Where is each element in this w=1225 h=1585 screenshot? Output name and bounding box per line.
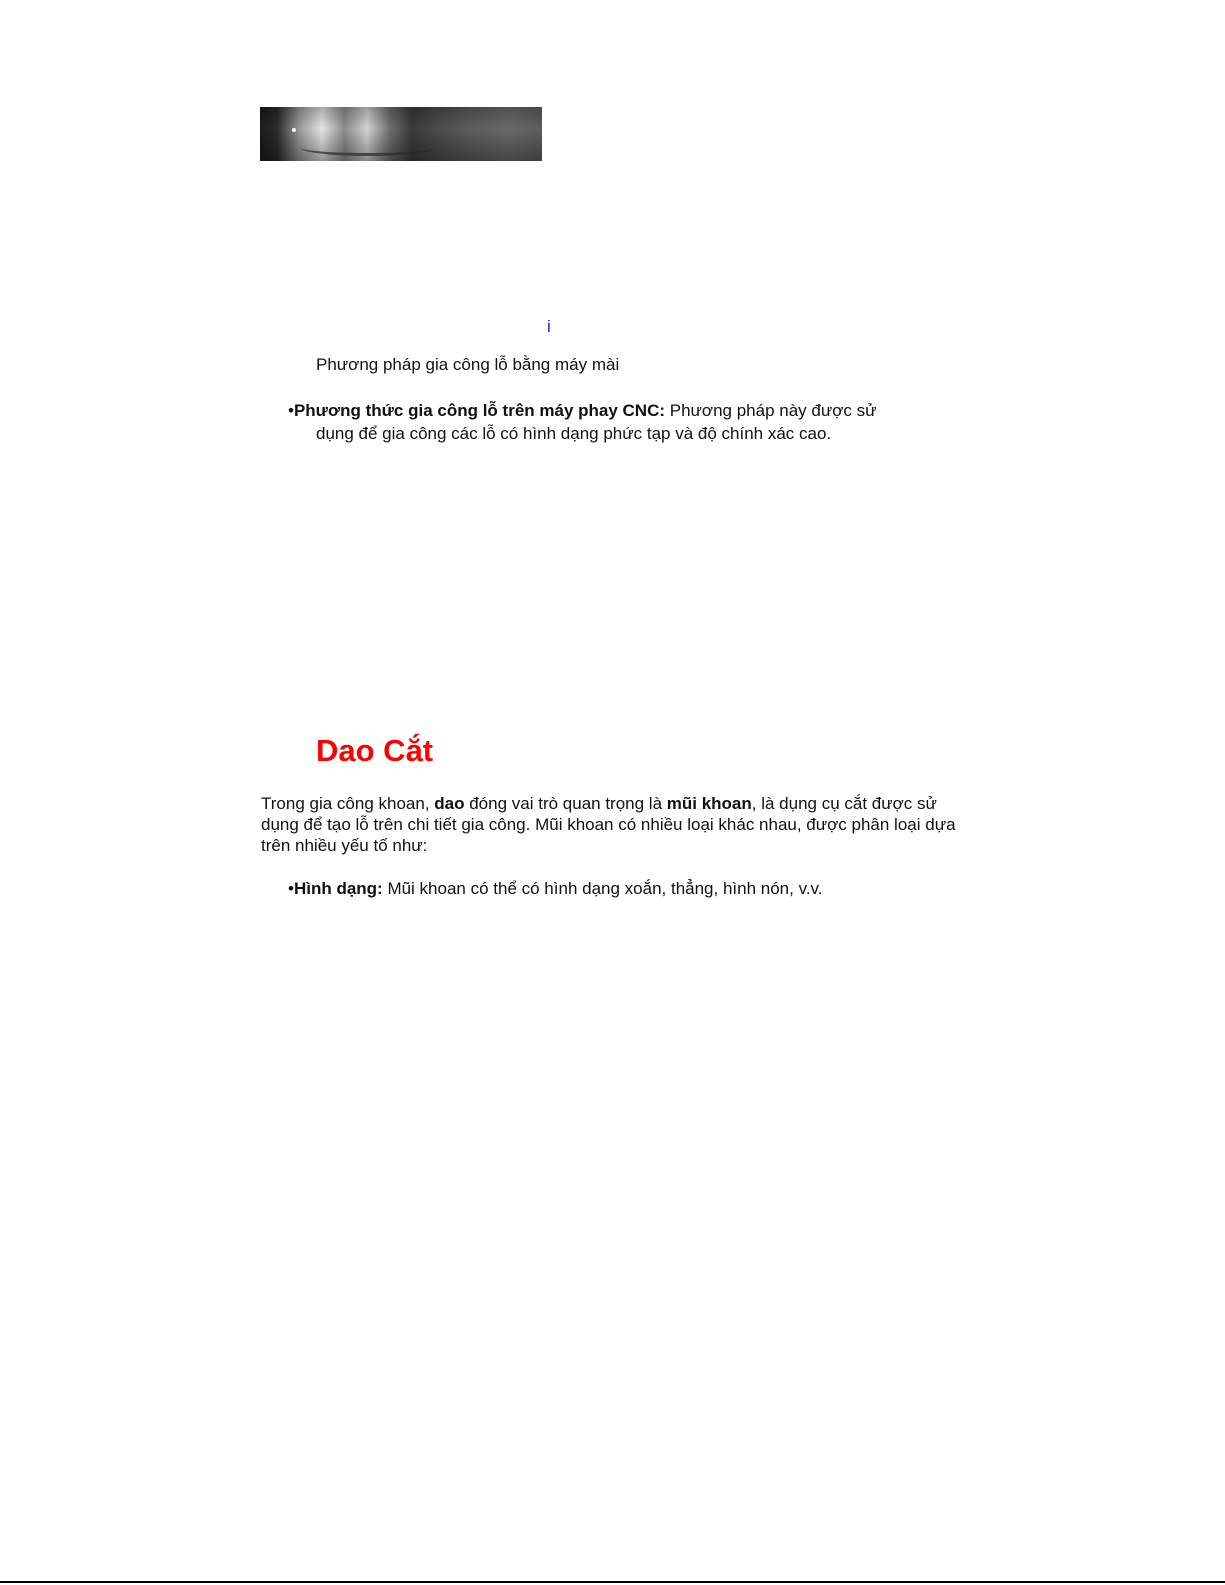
link-marker[interactable]: i [547,317,551,336]
body-paragraph [261,793,961,856]
paragraph-bold-term: mũi khoan [666,794,752,813]
bullet-cnc-milling [288,399,928,445]
image-caption: Phương pháp gia công lỗ bằng máy mài [316,355,620,374]
page-bottom-rule [0,1581,1225,1583]
machining-photo [260,107,542,161]
bullet-text: Mũi khoan có thể có hình dạng xoắn, thẳng, hình nón, v.v. [382,879,823,898]
paragraph-text: đóng vai trò quan trọng là [464,794,667,813]
paragraph-bold-term: dao [434,794,465,813]
section-heading: Dao Cắt [316,733,434,768]
bullet-shape [288,877,928,900]
paragraph-text: Trong gia công khoan, [261,794,435,813]
bullet-label: Hình dạng: [293,879,383,898]
photo-cylinder-rim [300,139,435,156]
bullet-glyph: • [288,401,294,420]
bullet-glyph: • [288,879,294,898]
paragraph-text: , là dụng cụ cắt được sử dụng để tạo lỗ trên chi tiết gia công. Mũi khoan có nhiều loại khác nhau, được phân loại dựa trên nhiều yếu tố như: [261,794,956,855]
bullet-label: Phương thức gia công lỗ trên máy phay CNC: [293,401,666,420]
bullet-text-continued: dụng để gia công các lỗ có hình dạng phức tạp và độ chính xác cao. [316,424,832,443]
photo-highlight [292,128,296,132]
bullet-text: Phương pháp này được sử [665,401,877,420]
